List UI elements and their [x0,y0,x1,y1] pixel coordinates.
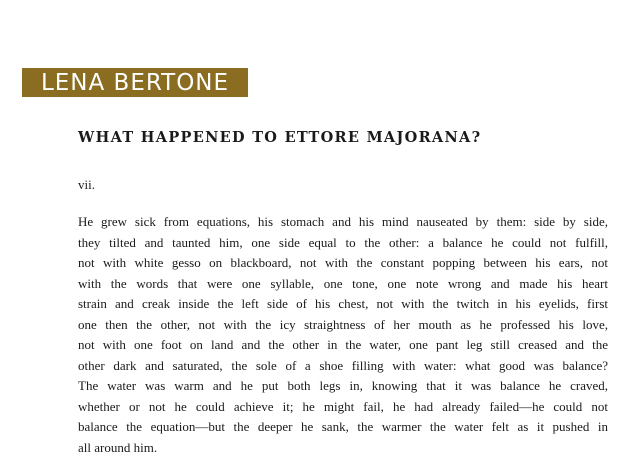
author-logo-text: LENA BERTONE [40,69,230,96]
body-line: balance the equation—but the deeper he sank, the warmer the water felt as it pushed in [78,419,608,434]
body-line: with the words that were one syllable, one tone, one note wrong and made his heart [78,275,608,291]
body-line: He grew sick from equations, his stomach and his mind nauseated by them: side by side, [78,214,608,229]
body-paragraph [78,212,608,458]
body-line: not with one foot on land and the other in the water, one pant leg still creased and the [78,337,608,352]
body-line: other dark and saturated, the sole of a shoe filling with water: what good was balance? [78,357,608,373]
body-line: The water was warm and he put both legs in, knowing that it was balance he craved, [78,378,608,393]
body-line: all around him. [78,439,158,455]
body-line: not with white gesso on blackboard, not with the constant popping between his ears, not [78,255,608,270]
body-line: they tilted and taunted him, one side equal to the other: a balance he could not fulfill, [78,234,608,250]
page-title: WHAT HAPPENED TO ETTORE MAJORANA? [78,129,482,146]
section-number: vii. [78,177,95,192]
author-logo [22,68,248,97]
body-line: one then the other, not with the icy straightness of her mouth as he professed his love, [78,316,608,332]
body-line: strain and creak inside the left side of his chest, not with the twitch in his eyelids, first [78,296,608,311]
body-line: whether or not he could achieve it; he might fail, he had already failed—he could not [78,398,608,414]
